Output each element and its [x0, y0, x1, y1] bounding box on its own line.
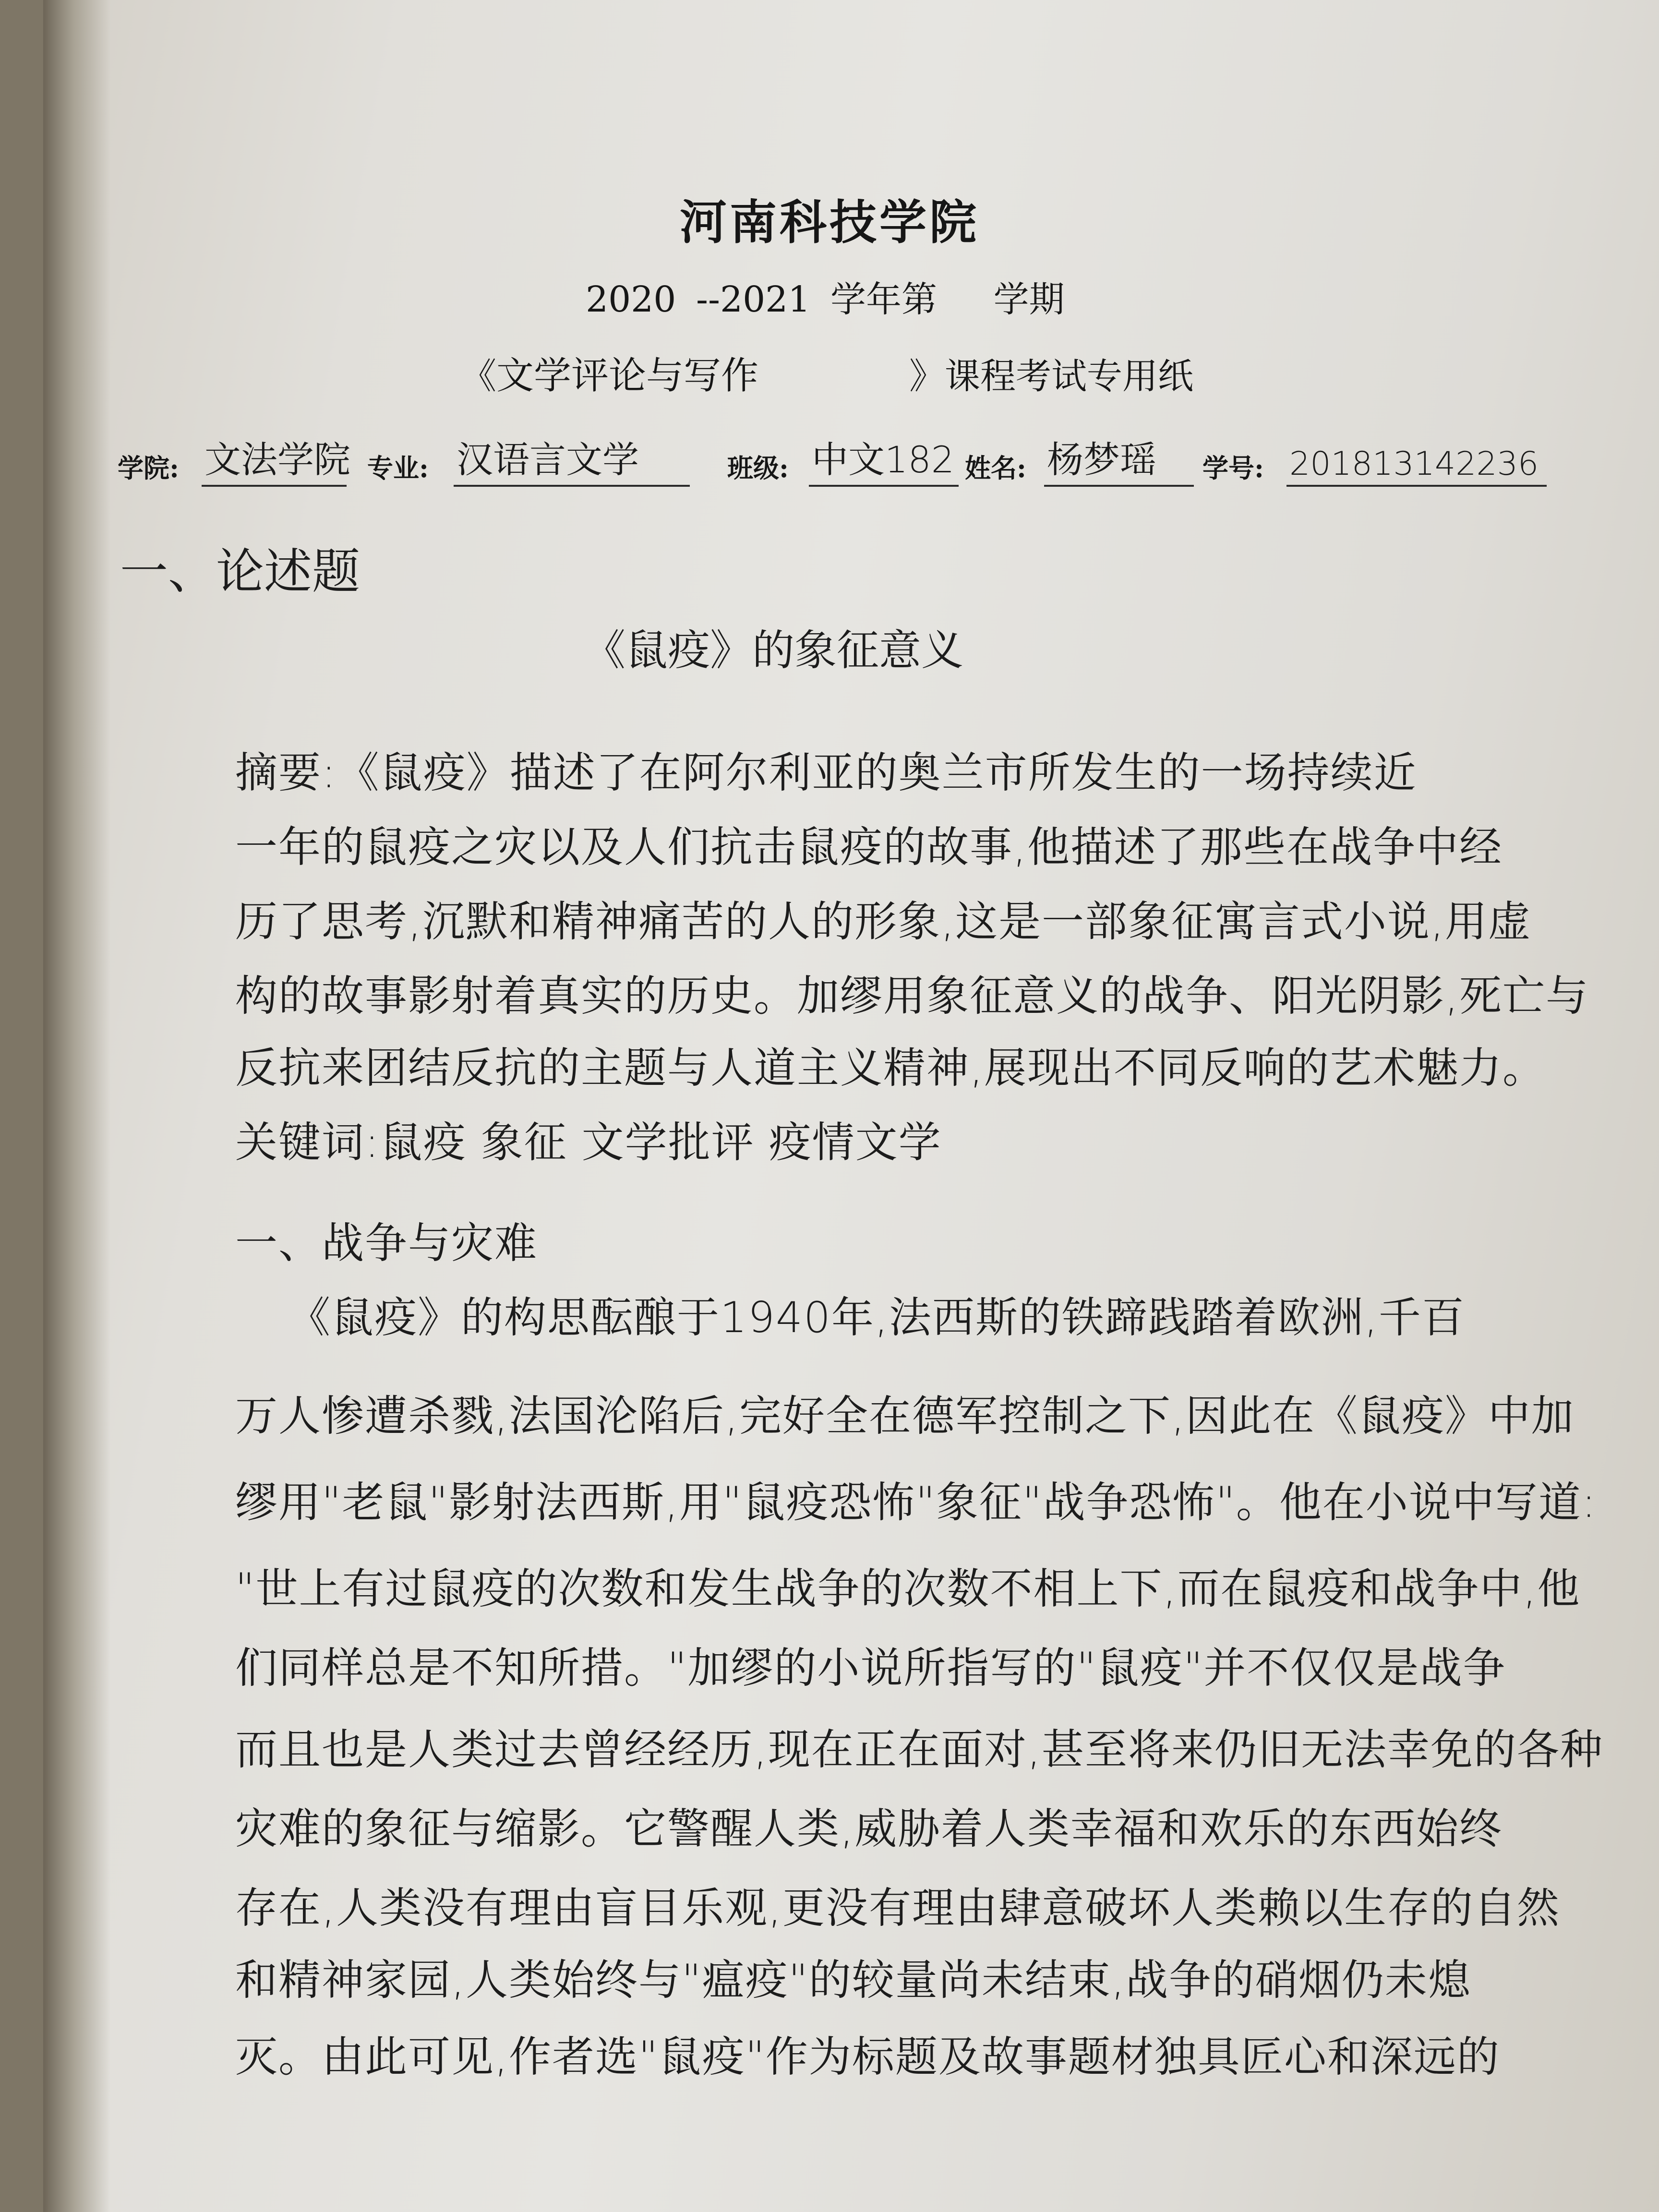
major-value: 汉语言文学	[454, 431, 690, 487]
subheading: 一、战争与灾难	[235, 1218, 538, 1268]
course-name: 文学评论与写作	[496, 354, 759, 397]
name-label: 姓名:	[965, 453, 1026, 483]
name-value: 杨梦瑶	[1044, 431, 1194, 487]
essay-line: "世上有过鼠疫的次数和发生战争的次数不相上下,而在鼠疫和战争中,他	[235, 1564, 1581, 1613]
essay-line: 存在,人类没有理由盲目乐观,更没有理由肆意破坏人类赖以生存的自然	[235, 1883, 1560, 1933]
essay-line: 反抗来团结反抗的主题与人道主义精神,展现出不同反响的艺术魅力。	[235, 1043, 1546, 1093]
class-value: 中文182	[809, 431, 959, 487]
essay-line: 而且也是人类过去曾经经历,现在正在面对,甚至将来仍旧无法幸免的各种	[235, 1725, 1603, 1774]
academic-term	[586, 271, 1065, 322]
keywords-line: 关键词:鼠疫 象征 文学批评 疫情文学	[235, 1118, 942, 1167]
class-label: 班级:	[727, 453, 789, 483]
school-title: 河南科技学院	[679, 195, 979, 250]
essay-line: 《鼠疫》的构思酝酿于1940年,法西斯的铁蹄践踏着欧洲,千百	[288, 1293, 1465, 1342]
term-year-start: 2020	[586, 279, 676, 320]
student-id-value: 201813142236	[1286, 445, 1547, 487]
essay-line: 缪用"老鼠"影射法西斯,用"鼠疫恐怖"象征"战争恐怖"。他在小说中写道:	[235, 1478, 1597, 1527]
college-value: 文法学院	[202, 431, 347, 487]
section-heading: 一、论述题	[120, 543, 360, 600]
course-open-bracket: 《	[461, 356, 496, 397]
term-separator: --	[696, 279, 721, 320]
essay-line: 历了思考,沉默和精神痛苦的人的形象,这是一部象征寓言式小说,用虚	[235, 897, 1531, 946]
college-label: 学院:	[118, 453, 179, 483]
term-suffix-year: 学年第	[830, 279, 938, 320]
term-year-end: 2021	[720, 279, 811, 320]
course-paper-label: 》课程考试专用纸	[909, 356, 1193, 397]
student-info-row	[118, 432, 1558, 490]
essay-line: 构的故事影射着真实的历史。加缪用象征意义的战争、阳光阴影,死亡与	[235, 971, 1589, 1021]
essay-line: 和精神家园,人类始终与"瘟疫"的较量尚未结束,战争的硝烟仍未熄	[235, 1955, 1471, 2005]
essay-line: 灭。由此可见,作者选"鼠疫"作为标题及故事题材独具匠心和深远的	[235, 2032, 1500, 2081]
page-fold-shadow	[43, 0, 110, 2212]
essay-line: 摘要:《鼠疫》描述了在阿尔利亚的奥兰市所发生的一场持续近	[235, 748, 1417, 797]
essay-line: 一年的鼠疫之灾以及人们抗击鼠疫的故事,他描述了那些在战争中经	[235, 822, 1503, 872]
essay-line: 们同样总是不知所措。"加缪的小说所指写的"鼠疫"并不仅仅是战争	[235, 1643, 1506, 1693]
major-label: 专业:	[367, 453, 429, 483]
essay-line: 灾难的象征与缩影。它警醒人类,威胁着人类幸福和欢乐的东西始终	[235, 1804, 1503, 1853]
essay-title: 《鼠疫》的象征意义	[583, 625, 964, 675]
course-line	[461, 346, 1193, 399]
essay-line: 万人惨遭杀戮,法国沦陷后,完好全在德军控制之下,因此在《鼠疫》中加	[235, 1391, 1575, 1441]
student-id-label: 学号:	[1202, 453, 1264, 483]
term-suffix-semester: 学期	[993, 279, 1065, 320]
